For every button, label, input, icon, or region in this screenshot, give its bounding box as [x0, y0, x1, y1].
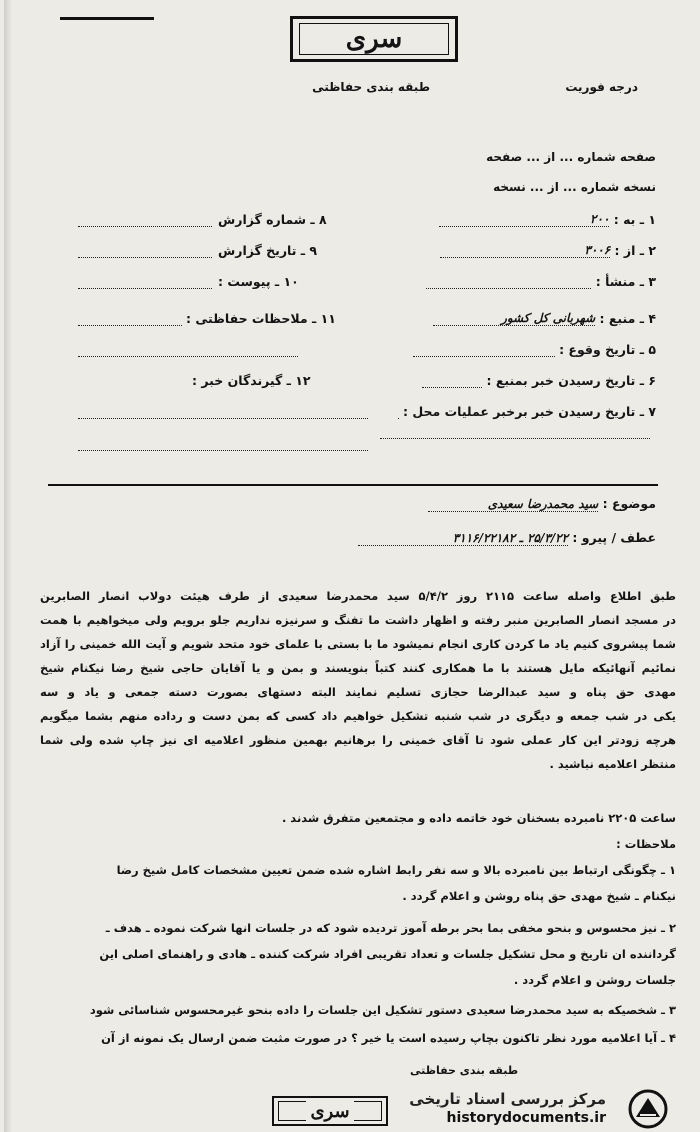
body-line: شما پیشروی کنیم یاد ما کردن کاری انجام نمیشود ما با بستی با علمای خود متحد شویم و آیت الله خمینی را آزاد — [40, 637, 676, 651]
field-to-label: ۱ ـ به : — [613, 212, 656, 227]
field-report-number: ۸ ـ شماره گزارش — [218, 212, 327, 227]
field-event-date-label: ۵ ـ تاریخ وقوع : — [559, 342, 656, 357]
classification-stamp-top — [290, 16, 458, 62]
field-to — [439, 212, 656, 227]
field-from — [440, 243, 656, 258]
classification-stamp-text: سری — [340, 24, 408, 54]
field-source-value: شهربانی کل کشور — [433, 311, 595, 326]
body-line: مهدی حق پناه و سید عبدالرضا حجازی تسلیم نمایند البته دستهای بصورت دسته جمعی و یاد و سه — [40, 685, 676, 699]
classification-stamp-bottom-text: سری — [306, 1101, 353, 1122]
field-ops-line — [380, 438, 650, 439]
body-line: در مسجد انصار الصابرین منبر رفته و اظهار داشت ما تفنگ و سرنیزه نداریم جلو برویم ولی میخواهیم با همت — [40, 613, 676, 627]
notes-title: ملاحظات : — [616, 837, 676, 851]
page-edge-shadow — [4, 0, 12, 1132]
body-line: منتظر اعلامیه نباشید . — [549, 757, 676, 771]
field-origin-value — [426, 288, 591, 289]
field-origin — [426, 274, 656, 289]
field-security-notes-line-1 — [78, 325, 182, 326]
field-ops-received-date — [398, 404, 656, 419]
field-ops-received-date-value — [398, 418, 399, 419]
top-left-rule — [60, 17, 154, 20]
body-line: یکی در شب جمعه و دیگری در شب شنبه تشکیل خواهیم داد کسی که بمن دست و رداده منهم بشما میگویم — [40, 709, 676, 723]
field-source-label: ۴ ـ منبع : — [599, 311, 656, 326]
note-line: ۲ ـ نیز محسوس و بنحو مخفی بما بحر برطه آموز تردیده شود که در جلسات انها شرکت نموده ـ هدف ـ — [105, 921, 676, 935]
field-source — [433, 311, 656, 326]
footer-classification-label: طبقه بندی حفاظتی — [410, 1064, 519, 1077]
field-source-received-date — [422, 373, 656, 388]
field-ops-received-date-label: ۷ ـ تاریخ رسیدن خبر برخبر عملیات محل : — [402, 404, 656, 419]
section-separator — [48, 484, 658, 486]
watermark-title: مرکز بررسی اسناد تاریخی — [409, 1090, 606, 1108]
field-report-date-line — [78, 257, 212, 258]
note-line: گرداننده ان تاریخ و محل تشکیل جلسات و تعداد تقریبی افراد شرکت کننده ـ هادی و راهنمای اصلی این — [99, 947, 676, 961]
reference-value: ۲۵/۳/۲۲ ـ ۳۱۱۶/۲۲۱۸۲ — [358, 531, 568, 546]
field-recipients: ۱۲ ـ گیرندگان خبر : — [192, 373, 311, 388]
field-source-received-date-value — [422, 387, 482, 388]
field-event-date — [413, 342, 656, 357]
note-line: نیکنام ـ شیخ مهدی حق پناه روشن و اعلام گردد . — [402, 889, 676, 903]
field-from-label: ۲ ـ از : — [614, 243, 656, 258]
closing-line: ساعت ۲۲۰۵ نامبرده بسخنان خود خاتمه داده و مجتمعین متفرق شدند . — [281, 811, 676, 825]
field-from-value: ۳۰۰۶ — [440, 243, 610, 258]
body-line: طبق اطلاع واصله ساعت ۲۱۱۵ روز ۵/۴/۲ سید محمدرضا سعیدی از طرف هیئت دولاب انصار الصابرین — [40, 589, 676, 603]
page-number-line: صفحه شماره ... از ... صفحه — [486, 150, 656, 164]
body-line: هرچه زودتر این کار عملی شود تا آقای خمینی را برهانیم بهمین منظور اعلامیه ای نیز چاپ شده ولی شما — [40, 733, 676, 747]
copy-number-line: نسخه شماره ... از ... نسخه — [493, 180, 656, 194]
field-to-value: ۲۰۰ — [439, 212, 609, 227]
note-line: جلسات روشن و اعلام گردد . — [513, 973, 676, 987]
report-body — [40, 584, 676, 776]
note-line: ۱ ـ چگونگی ارتباط بین نامبرده بالا و سه نفر رابط اشاره شده ضمن تعیین مشخصات کامل شیخ رضا — [116, 863, 676, 877]
subject-label: موضوع : — [602, 496, 656, 511]
subject-row — [428, 496, 656, 512]
field-security-notes-line-2 — [78, 356, 298, 357]
reference-label: عطف / پیرو : — [572, 530, 656, 545]
watermark — [394, 1088, 684, 1130]
classification-stamp-bottom — [272, 1096, 388, 1126]
note-line: ۴ ـ آیا اعلامیه مورد نظر تاکنون بچاپ رسیده است یا خیر ؟ در صورت مثبت ضمن ارسال یک نمونه از آن — [101, 1031, 676, 1045]
field-recipients-line-1 — [78, 418, 368, 419]
note-line: ۳ ـ شخصیکه به سید محمدرضا سعیدی دستور تشکیل این جلسات را داده بنحو غیرمحسوس شناسائی شود — [89, 1003, 676, 1017]
field-origin-label: ۳ ـ منشأ : — [595, 274, 656, 289]
reference-row — [358, 530, 656, 546]
field-report-number-line — [78, 226, 212, 227]
watermark-url: historydocuments.ir — [446, 1110, 606, 1126]
urgency-label: درجه فوریت — [565, 80, 638, 94]
field-event-date-value — [413, 356, 555, 357]
subject-value: سید محمدرضا سعیدی — [428, 497, 598, 512]
archive-logo-icon — [620, 1088, 676, 1130]
field-report-date: ۹ ـ تاریخ گزارش — [218, 243, 318, 258]
classification-label: طبقه بندی حفاظتی — [312, 80, 430, 94]
field-attachment-line — [78, 288, 212, 289]
field-recipients-line-2 — [78, 450, 368, 451]
field-attachment: ۱۰ ـ پیوست : — [218, 274, 299, 289]
body-line: نمائیم آنهائیکه مایل هستند با ما همکاری کنند کتباً بنویسند و بمن و یا آقایان حاجی شیخ رضا نیکنام شیخ — [40, 661, 676, 675]
field-source-received-date-label: ۶ ـ تاریخ رسیدن خبر بمنبع : — [486, 373, 656, 388]
field-security-notes: ۱۱ ـ ملاحظات حفاظتی : — [186, 311, 336, 326]
